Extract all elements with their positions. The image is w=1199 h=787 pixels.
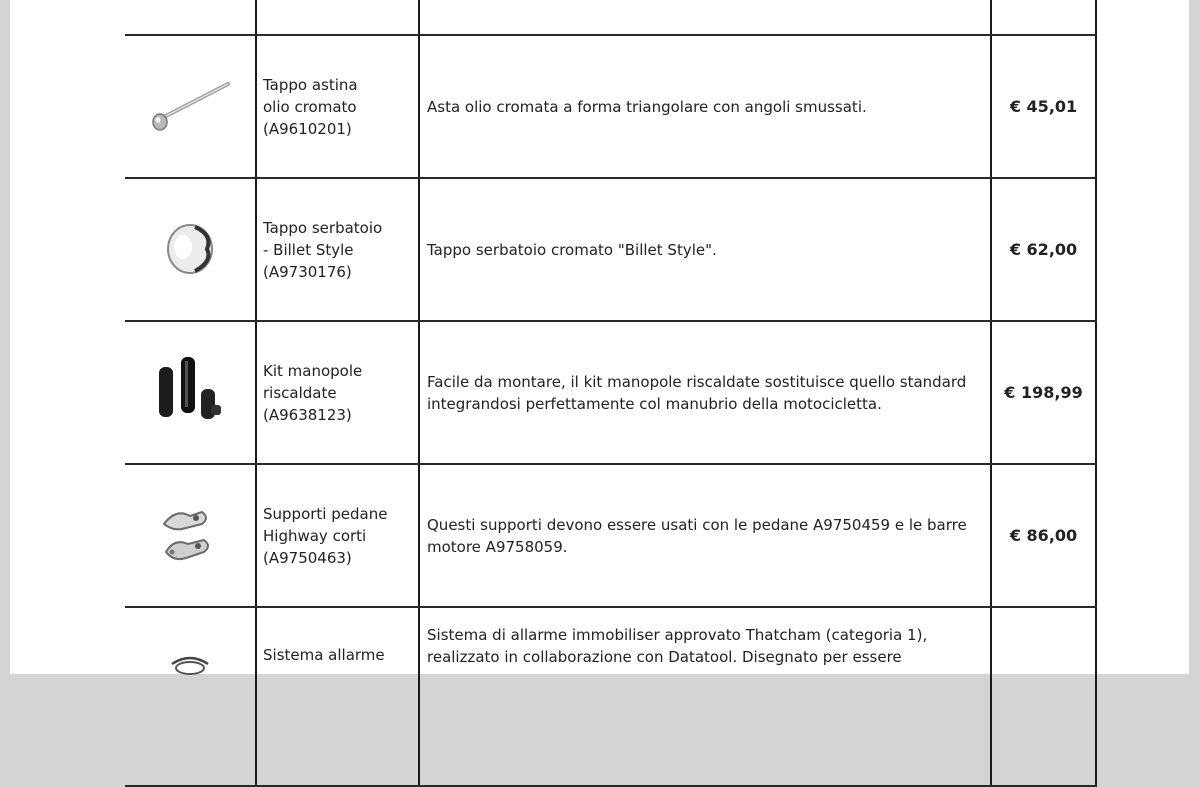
product-code: (A9750463)	[263, 548, 352, 567]
product-price: € 86,00	[991, 464, 1096, 607]
product-name-cell	[256, 0, 419, 35]
table-row	[125, 0, 1097, 35]
table-right-border	[1096, 607, 1097, 786]
product-description: Tappo serbatoio cromato "Billet Style".	[427, 240, 717, 259]
table-row	[125, 607, 1097, 786]
product-code: (A9730176)	[263, 262, 352, 281]
fuel-cap-icon	[155, 213, 225, 283]
product-image-cell	[125, 178, 256, 321]
product-image-cell	[125, 321, 256, 464]
table-right-border	[1096, 464, 1097, 607]
product-name-line: Tappo astina	[263, 75, 358, 94]
product-description: Questi supporti devono essere usati con le pedane A9750459 e le barre motore A9758059.	[427, 515, 967, 556]
product-description-cell	[419, 321, 991, 464]
product-price: € 198,99	[991, 321, 1096, 464]
product-description-cell	[419, 0, 991, 35]
table-row	[125, 464, 1097, 607]
product-description: Facile da montare, il kit manopole riscaldate sostituisce quello standard integrandosi perfettamente col manubrio della motocicletta.	[427, 372, 967, 413]
product-name-cell	[256, 178, 419, 321]
accessories-table	[125, 0, 1097, 787]
table-right-border	[1096, 35, 1097, 178]
product-name-line: olio cromato	[263, 97, 357, 116]
table-right-border	[1096, 0, 1097, 35]
product-image-cell	[125, 35, 256, 178]
product-price	[991, 0, 1096, 35]
product-code: (A9610201)	[263, 119, 352, 138]
product-name-cell	[256, 464, 419, 607]
product-description-cell	[419, 464, 991, 607]
product-name-line: riscaldate	[263, 383, 337, 402]
product-image-cell	[125, 607, 256, 786]
product-code: (A9638123)	[263, 405, 352, 424]
table-right-border	[1096, 178, 1097, 321]
product-name-line: Supporti pedane	[263, 504, 388, 523]
product-name-line: - Billet Style	[263, 240, 354, 259]
table-row	[125, 178, 1097, 321]
table-right-border	[1096, 321, 1097, 464]
product-name-cell	[256, 35, 419, 178]
document-page	[10, 0, 1189, 674]
product-image-cell	[125, 464, 256, 607]
product-image-cell	[125, 0, 256, 35]
product-name-line: Sistema allarme	[263, 646, 385, 664]
heated-grips-icon	[145, 351, 235, 431]
product-name-cell	[256, 607, 419, 786]
product-description-cell	[419, 178, 991, 321]
product-name-cell	[256, 321, 419, 464]
product-name-line: Kit manopole	[263, 361, 363, 380]
product-description-cell	[419, 35, 991, 178]
table-row	[125, 35, 1097, 178]
product-description-cell	[419, 607, 991, 786]
product-price: € 62,00	[991, 178, 1096, 321]
product-name-line: Highway corti	[263, 526, 367, 545]
product-price	[991, 607, 1096, 786]
product-price: € 45,01	[991, 35, 1096, 178]
product-name-line: Tappo serbatoio	[263, 218, 383, 237]
dipstick-icon	[140, 70, 240, 140]
product-description: Sistema di allarme immobiliser approvato Thatcham (categoria 1), realizzato in collaborazione con Datatool. Disegnato per essere	[427, 626, 928, 666]
footpeg-brackets-icon	[150, 494, 230, 574]
product-description: Asta olio cromata a forma triangolare con angoli smussati.	[427, 97, 867, 116]
table-row	[125, 321, 1097, 464]
alarm-icon	[160, 648, 220, 708]
